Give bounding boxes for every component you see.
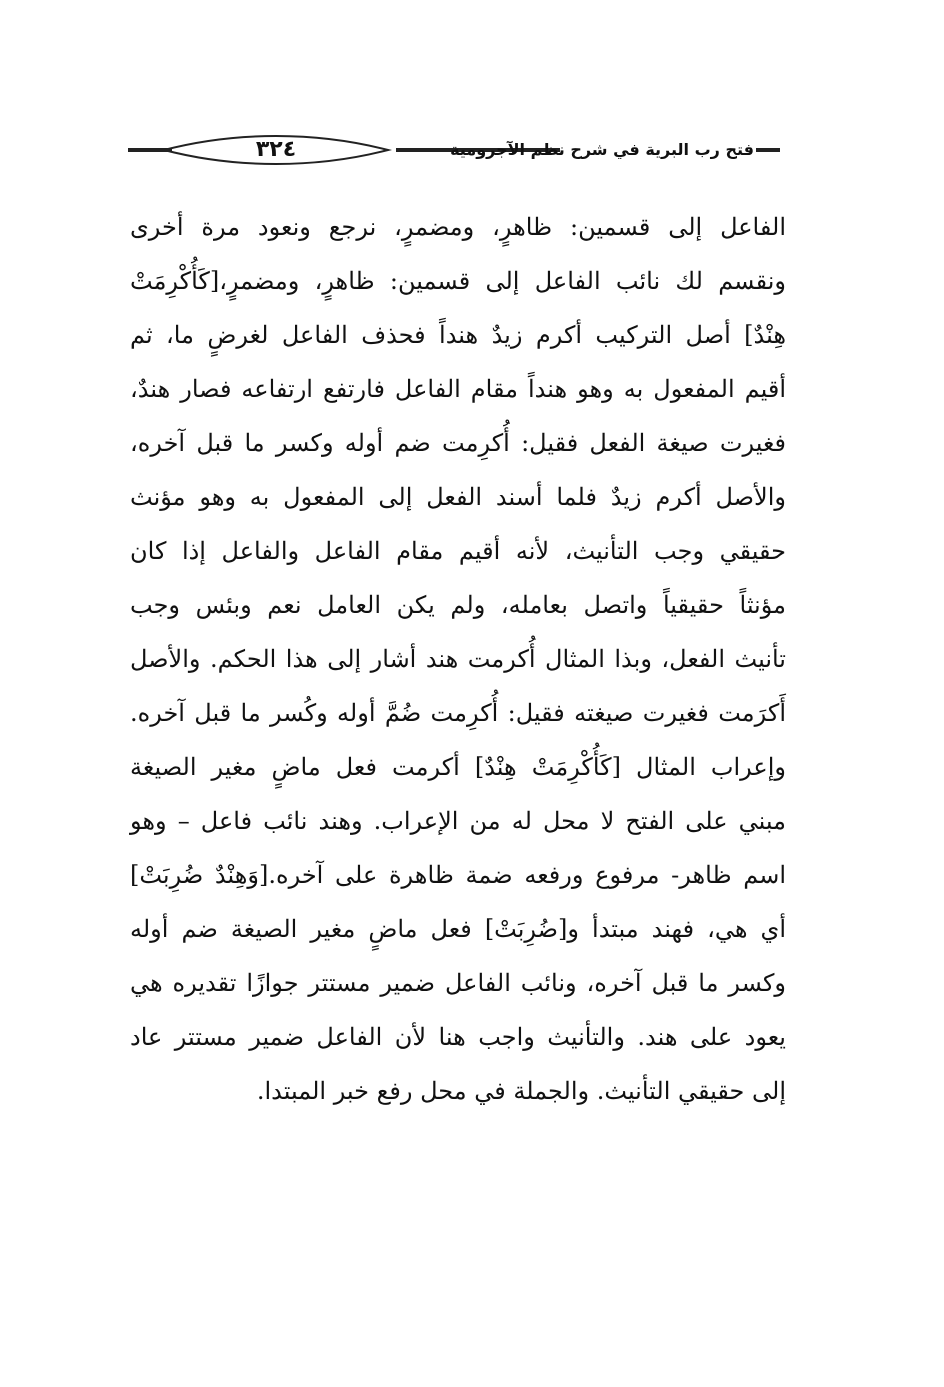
text-line: هِنْدٌ] أصل التركيب أكرم زيدٌ هنداً فحذف الفاعل لغرضٍ ما، ثم: [130, 321, 786, 349]
text-line: إلى حقيقي التأنيث. والجملة في محل رفع خبر المبتدا.: [256, 1077, 786, 1105]
text-line: مبني على الفتح لا محل له من الإعراب. وهند نائب فاعل – وهو: [130, 807, 786, 835]
text-line: يعود على هند. والتأنيث واجب هنا لأن الفاعل ضمير مستتر عاد: [130, 1023, 786, 1051]
text-line: فغيرت صيغة الفعل فقيل: أُكرِمت ضم أوله وكسر ما قبل آخره،: [130, 429, 786, 457]
text-line: والأصل أكرم زيدٌ فلما أسند الفعل إلى المفعول به وهو مؤنث: [130, 483, 786, 511]
text-line: الفاعل إلى قسمين: ظاهرٍ، ومضمرٍ، نرجع ونعود مرة أخرى: [130, 213, 786, 241]
text-line: ونقسم لك نائب الفاعل إلى قسمين: ظاهرٍ، ومضمرٍ،[كَأُكْرِمَتْ: [130, 267, 786, 295]
book-title: فتح رب البرية في شرح نظم الآجرومية: [450, 140, 754, 159]
page-number: ٣٢٤: [255, 137, 297, 162]
text-line: مؤنثاً حقيقياً واتصل بعامله، ولم يكن العامل نعم وبئس وجب: [130, 591, 786, 619]
text-line: اسم ظاهر- مرفوع ورفعه ضمة ظاهرة على آخره.[وَهِنْدٌ ضُرِبَتْ]: [130, 861, 786, 889]
text-line: أي هي، فهند مبتدأ و[ضُرِبَتْ] فعل ماضٍ مغير الصيغة ضم أوله: [130, 915, 786, 943]
body-text: [130, 200, 786, 1118]
text-line: وإعراب المثال [كَأُكْرِمَتْ هِنْدٌ] أكرمت فعل ماضٍ مغير الصيغة: [130, 753, 786, 781]
text-line: أقيم المفعول به وهو هنداً مقام الفاعل فارتفع ارتفاعه فصار هندٌ،: [130, 375, 786, 403]
header-rule-right: [756, 148, 780, 152]
text-line: حقيقي وجب التأنيث، لأنه أقيم مقام الفاعل والفاعل إذا كان: [130, 537, 786, 565]
text-line: وكسر ما قبل آخره، ونائب الفاعل ضمير مستتر جوازًا تقديره هي: [130, 969, 786, 997]
text-line: تأنيث الفعل، وبذا المثال أُكرمت هند أشار إلى هذا الحكم. والأصل: [130, 645, 786, 673]
text-line: أَكرَمت فغيرت صيغته فقيل: أُكرِمت ضُمَّ أوله وكُسر ما قبل آخره.: [130, 699, 786, 727]
running-header: [128, 132, 780, 176]
